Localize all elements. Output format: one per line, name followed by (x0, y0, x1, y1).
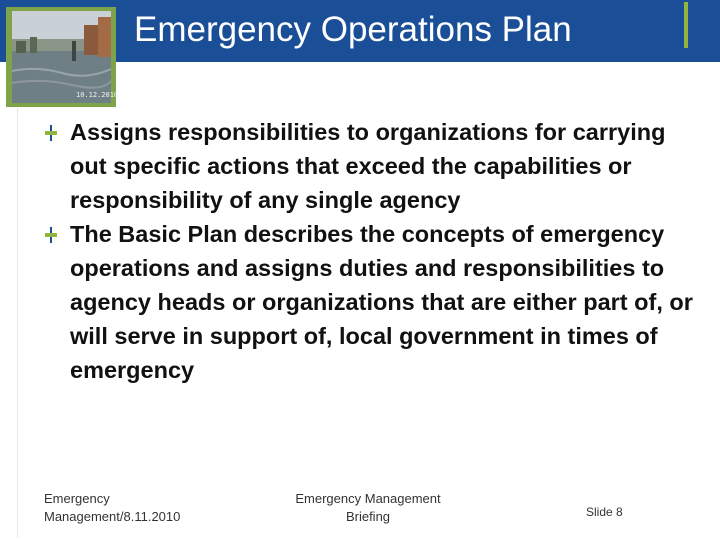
bullet-cross-icon (44, 125, 58, 141)
footer-mid-line2: Briefing (345, 509, 391, 524)
slide-title: Emergency Operations Plan (134, 10, 572, 49)
footer-date (44, 490, 180, 526)
bullet-list (44, 115, 704, 387)
bullet-item (44, 115, 704, 217)
bullet-item (44, 217, 704, 387)
left-divider (17, 108, 18, 538)
slide-number: Slide 8 (586, 505, 623, 519)
flood-photo (12, 11, 119, 103)
photo-date-stamp: 10.12.2010 (76, 91, 119, 99)
bullet-text: Assigns responsibilities to organizations for carrying out specific actions that exceed the capabilities or responsibility of any single agency (70, 119, 666, 213)
footer-left-line2: Management/8.11.2010 (44, 509, 181, 524)
footer-title (270, 490, 466, 526)
bullet-text: The Basic Plan describes the concepts of emergency operations and assigns duties and responsibilities to agency heads or organizations that are either part of, or will serve in support of, local government in times of emergency (70, 221, 693, 383)
header-accent-line (684, 2, 688, 48)
footer-mid-line1: Emergency Management (295, 491, 441, 506)
footer-left-line1: Emergency (44, 491, 110, 506)
bullet-cross-icon (44, 227, 58, 243)
